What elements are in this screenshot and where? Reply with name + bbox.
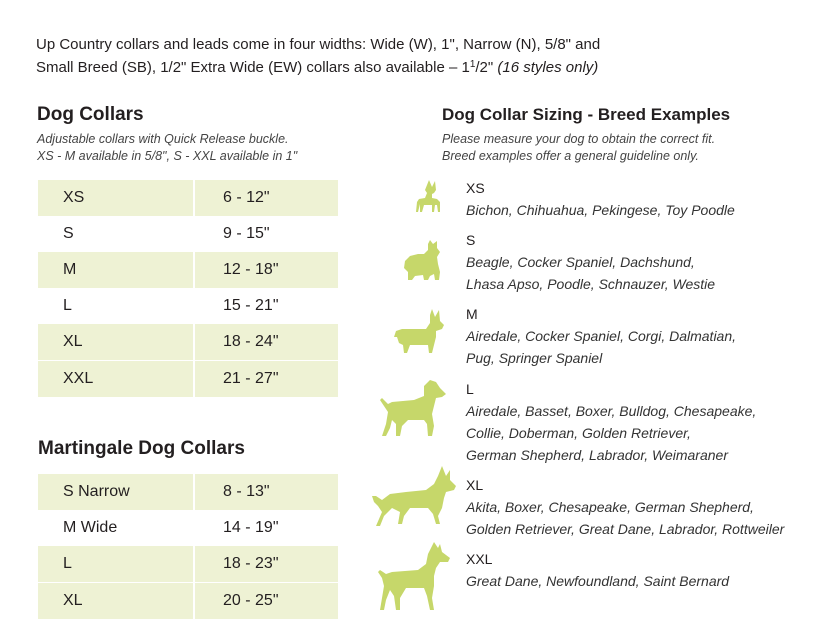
breed-names-line: Bichon, Chihuahua, Pekingese, Toy Poodle — [466, 202, 735, 218]
table-row — [38, 288, 338, 324]
table-row — [38, 252, 338, 288]
chihuahua-silhouette-icon — [412, 178, 444, 214]
table-row — [38, 324, 338, 360]
breed-entry-xxl — [466, 548, 729, 592]
corgi-silhouette-icon — [392, 307, 448, 355]
sizing-subtitle-line-1: Please measure your dog to obtain the correct fit. — [442, 132, 716, 146]
dog-collars-subtitle-line-1: Adjustable collars with Quick Release buckle. — [37, 132, 289, 146]
intro-line-1: Up Country collars and leads come in four widths: Wide (W), 1", Narrow (N), 5/8" and — [36, 36, 601, 53]
size-cell: L — [38, 546, 193, 582]
breed-entry-l — [466, 378, 756, 466]
breed-size-label: M — [466, 306, 478, 322]
dog-collars-title: Dog Collars — [37, 104, 144, 125]
intro-line-2 — [36, 56, 796, 79]
table-row — [38, 510, 338, 546]
breed-size-label: S — [466, 232, 476, 248]
size-cell: XXL — [38, 361, 193, 397]
dog-collars-subtitle-line-2: XS - M available in 5/8", S - XXL available in 1" — [37, 149, 298, 163]
intro-fraction-sup: 1 — [469, 59, 476, 70]
intro-paragraph — [36, 33, 796, 79]
breed-names-line: Pug, Springer Spaniel — [466, 350, 603, 366]
breed-names-line: Great Dane, Newfoundland, Saint Bernard — [466, 573, 730, 589]
table-row — [38, 216, 338, 252]
breed-names-line: Airedale, Basset, Boxer, Bulldog, Chesapeake, — [466, 403, 757, 419]
size-cell: S Narrow — [38, 474, 193, 510]
intro-line-2-text: Small Breed (SB), 1/2" Extra Wide (EW) collars also available – 1 — [36, 59, 470, 76]
yorkie-silhouette-icon — [400, 236, 446, 282]
range-cell: 14 - 19" — [195, 510, 338, 546]
sizing-subtitle-line-2: Breed examples offer a general guideline only. — [442, 149, 699, 163]
breed-size-label: XXL — [466, 551, 493, 567]
size-cell: M — [38, 252, 193, 288]
great-dane-silhouette-icon — [376, 540, 456, 612]
size-cell: L — [38, 288, 193, 324]
martingale-table — [38, 474, 338, 619]
size-cell: XL — [38, 583, 193, 619]
breed-size-label: XL — [466, 477, 484, 493]
range-cell: 6 - 12" — [195, 180, 338, 216]
range-cell: 20 - 25" — [195, 583, 338, 619]
range-cell: 8 - 13" — [195, 474, 338, 510]
german-shepherd-silhouette-icon — [370, 464, 458, 528]
martingale-title: Martingale Dog Collars — [38, 438, 245, 459]
range-cell: 21 - 27" — [195, 361, 338, 397]
intro-note: (16 styles only) — [497, 59, 599, 76]
breed-names-line: Lhasa Apso, Poodle, Schnauzer, Westie — [466, 276, 716, 292]
intro-fraction-rest: /2" — [475, 59, 494, 76]
range-cell: 9 - 15" — [195, 216, 338, 252]
range-cell: 18 - 23" — [195, 546, 338, 582]
range-cell: 15 - 21" — [195, 288, 338, 324]
breed-entry-xs — [466, 177, 735, 221]
breed-size-label: L — [466, 381, 474, 397]
table-row — [38, 583, 338, 619]
breed-entry-m — [466, 303, 736, 369]
breed-names-line: Airedale, Cocker Spaniel, Corgi, Dalmatian, — [466, 328, 737, 344]
table-row — [38, 546, 338, 582]
sizing-subtitle — [442, 131, 715, 165]
breed-names-line: Collie, Doberman, Golden Retriever, — [466, 425, 691, 441]
breed-names-line: Beagle, Cocker Spaniel, Dachshund, — [466, 254, 695, 270]
breed-size-label: XS — [466, 180, 485, 196]
dog-collars-table — [38, 180, 338, 397]
breed-names-line: Golden Retriever, Great Dane, Labrador, Rottweiler — [466, 521, 785, 537]
breed-entry-xl — [466, 474, 784, 540]
sizing-title: Dog Collar Sizing - Breed Examples — [442, 105, 731, 124]
table-row — [38, 180, 338, 216]
size-cell: S — [38, 216, 193, 252]
dog-collars-subtitle — [37, 131, 297, 165]
size-cell: M Wide — [38, 510, 193, 546]
range-cell: 18 - 24" — [195, 324, 338, 360]
size-cell: XL — [38, 324, 193, 360]
breed-names-line: Akita, Boxer, Chesapeake, German Shepherd, — [466, 499, 754, 515]
size-cell: XS — [38, 180, 193, 216]
table-row — [38, 474, 338, 510]
range-cell: 12 - 18" — [195, 252, 338, 288]
breed-entry-s — [466, 229, 715, 295]
breed-names-line: German Shepherd, Labrador, Weimaraner — [466, 447, 728, 463]
golden-retriever-silhouette-icon — [378, 378, 448, 440]
table-row — [38, 361, 338, 397]
